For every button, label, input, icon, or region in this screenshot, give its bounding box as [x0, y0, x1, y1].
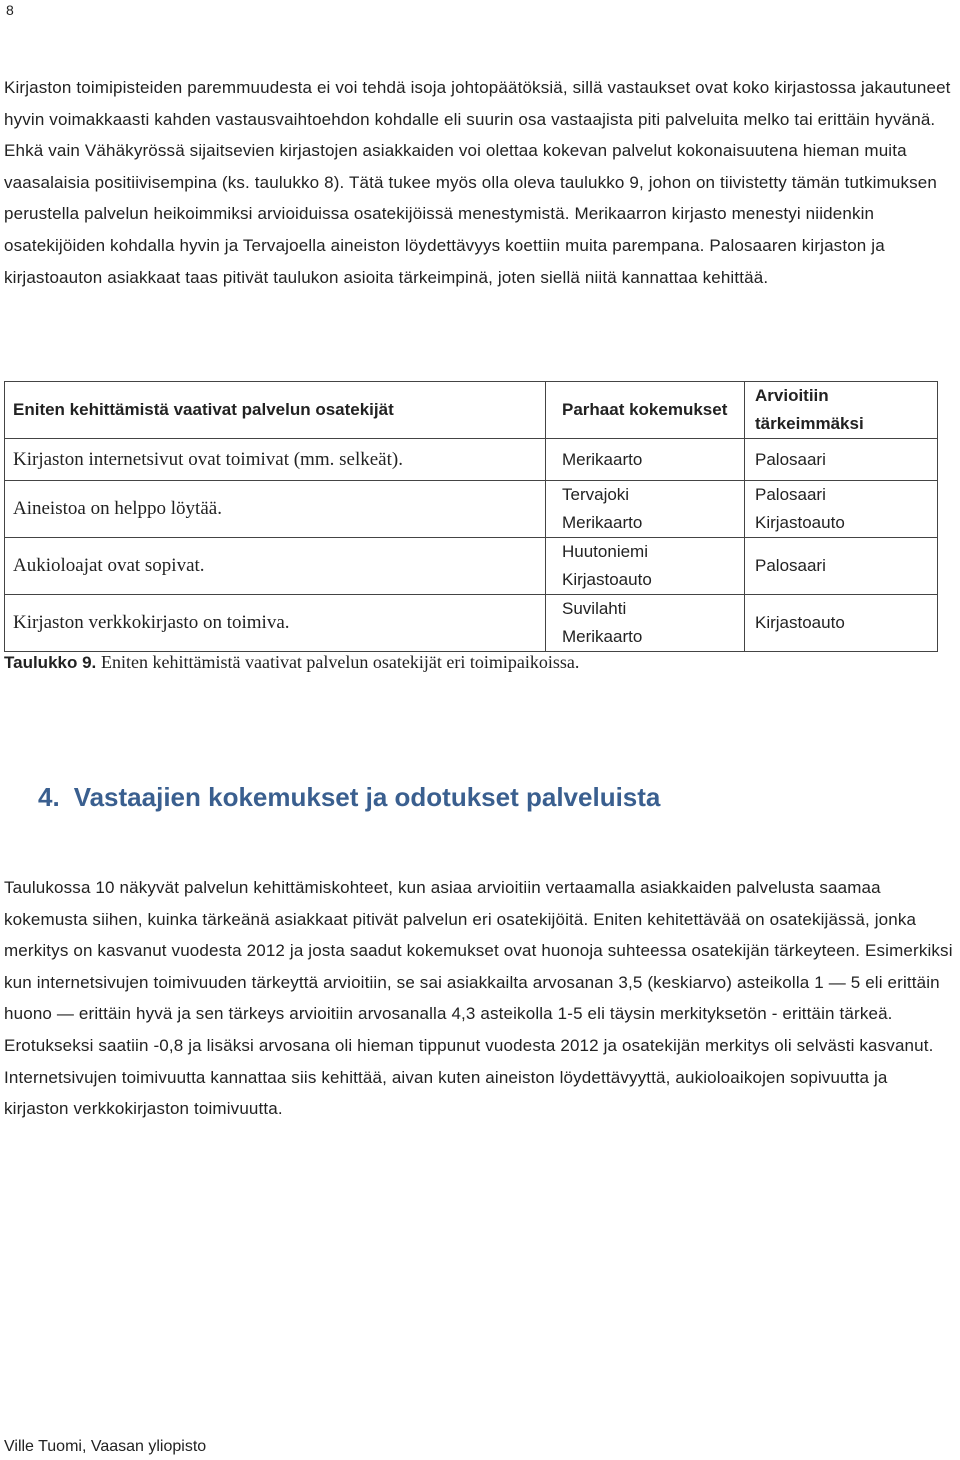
caption-text: Eniten kehittämistä vaativat palvelun osatekijät eri toimipaikoissa.: [101, 652, 580, 672]
header-cell-best: Parhaat kokemukset: [546, 382, 745, 439]
table-header-row: [5, 382, 938, 439]
table-cell-important: Palosaari: [745, 439, 938, 481]
header-cell-important: Arvioitiin tärkeimmäksi: [745, 382, 938, 439]
table-cell-best: Tervajoki Merikaarto: [546, 481, 745, 538]
table-cell-item: Aukioloajat ovat sopivat.: [5, 538, 546, 595]
page-number: 8: [6, 2, 14, 18]
table-cell-important: Palosaari: [745, 538, 938, 595]
table-caption: [4, 652, 579, 673]
section-number: 4.: [38, 782, 60, 812]
caption-label: Taulukko 9.: [4, 653, 97, 672]
page-footer: Ville Tuomi, Vaasan yliopisto: [4, 1438, 207, 1455]
table-cell-item: Kirjaston verkkokirjasto on toimiva.: [5, 595, 546, 652]
table-cell-best: Huutoniemi Kirjastoauto: [546, 538, 745, 595]
table-cell-best: Merikaarto: [546, 439, 745, 481]
table-cell-item: Kirjaston internetsivut ovat toimivat (mm. selkeät).: [5, 439, 546, 481]
section-heading: [38, 782, 660, 813]
header-cell-item: Eniten kehittämistä vaativat palvelun osatekijät: [5, 382, 546, 439]
development-table: [4, 381, 938, 652]
table-row: [5, 595, 938, 652]
body-paragraph: Taulukossa 10 näkyvät palvelun kehittämiskohteet, kun asiaa arvioitiin vertaamalla asiakkaiden palvelusta saamaa kokemusta siihen, kuinka tärkeänä asiakkaat pitivät palvelun eri osatekijöitä. Eniten kehitettävää on osatekijässä, jonka merkitys on kasvanut vuodesta 2012 ja josta saadut kokemukset ovat huonoja suhteessa osatekijän tärkeyteen. Esimerkiksi kun internetsivujen toimivuuden tärkeyttä arvioitiin, se sai asiakkailta arvosanan 3,5 (keskiarvo) asteikolla 1 — 5 eli erittäin huono — erittäin hyvä ja sen tärkeys arvioitiin arvosanalla 4,3 asteikolla 1-5 eli täysin merkityksetön - erittäin tärkeä. Erotukseksi saatiin -0,8 ja lisäksi arvosana oli hieman tippunut vuodesta 2012 ja osatekijän merkitys oli selvästi kasvanut. Internetsivujen toimivuutta kannattaa siis kehittää, aivan kuten aineiston löydettävyyttä, aukioloaikojen sopivuutta ja kirjaston verkkokirjaston toimivuutta.: [4, 878, 953, 1119]
table-row: [5, 538, 938, 595]
table-row: [5, 481, 938, 538]
intro-paragraph: Kirjaston toimipisteiden paremmuudesta ei voi tehdä isoja johtopäätöksiä, sillä vastaukset ovat koko kirjastossa jakautuneet hyvin voimakkaasti kahden vastausvaihtoehdon kohdalle eli suurin osa vastaajista piti palveluita melko tai erittäin hyvänä. Ehkä vain Vähäkyrössä sijaitsevien kirjastojen asiakkaiden voi olettaa kokevan palvelut kokonaisuutena hieman muita vaasalaisia positiivisempina (ks. taulukko 8). Tätä tukee myös olla oleva taulukko 9, johon on tiivistetty tämän tutkimuksen perustella palvelun heikoimmiksi arvioiduissa osatekijöissä menestymistä. Merikaarron kirjasto menestyi niidenkin osatekijöiden kohdalla hyvin ja Tervajoella aineiston löydettävyys koettiin muita parempana. Palosaaren kirjaston ja kirjastoauton asiakkaat taas pitivät taulukon asioita tärkeimpinä, joten siellä niitä kannattaa kehittää.: [4, 78, 951, 287]
table-cell-important: Palosaari Kirjastoauto: [745, 481, 938, 538]
table-cell-item: Aineistoa on helppo löytää.: [5, 481, 546, 538]
table-cell-important: Kirjastoauto: [745, 595, 938, 652]
table-cell-best: Suvilahti Merikaarto: [546, 595, 745, 652]
table-row: [5, 439, 938, 481]
section-title: Vastaajien kokemukset ja odotukset palveluista: [73, 782, 661, 812]
